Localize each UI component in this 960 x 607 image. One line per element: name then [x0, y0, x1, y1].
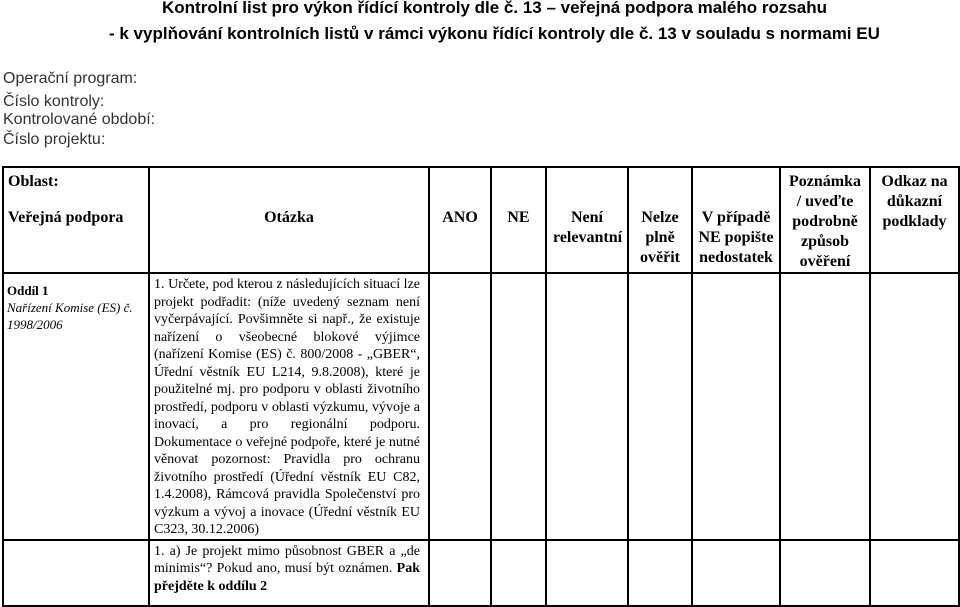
area-header-cell: [3, 167, 149, 273]
question-1-text: 1. Určete, pod kterou z následujících situací lze projekt podřadit: (níže uvedený seznam není vyčerpávající. Povšimněte si např., že existuje nařízení o všeobecné blokové výjimce (nařízení Komise (ES) č. 800/2008 - „GBER“, Úřední věstník EU L214, 9.8.2008), které je použitelné mj. pro podporu v oblasti životního prostředí, podporu v oblasti výzkumu, vývoje a inovací, a pro regionální podporu. Dokumentace o veřejné podpoře, které je nutné věnovat pozornost: Pravidla pro ochranu životního prostředí (Úřední věstník EU C82, 1.4.2008), Rámcová pravidla Společenství pro výzkum a vývoj a inovace (Úřední věstník EU C323, 30.12.2006): [149, 273, 429, 540]
not-relevant-cell[interactable]: [546, 273, 628, 540]
project-number-label: Číslo projektu:: [3, 131, 106, 148]
period-label: Kontrolované období:: [3, 111, 156, 128]
cannot-verify-cell[interactable]: [628, 540, 692, 606]
section-cell: [3, 273, 149, 540]
ano-header: ANO: [429, 167, 491, 273]
area-label: Veřejná podpora: [8, 209, 124, 226]
section-cell-empty: [3, 540, 149, 606]
cannot-verify-cell[interactable]: [628, 273, 692, 540]
if-no-cell[interactable]: [692, 273, 780, 540]
operational-program-label: Operační program:: [3, 70, 138, 87]
not-relevant-header: Není relevantní: [546, 167, 628, 273]
note-header: Poznámka / uveďte podrobně způsob ověření: [780, 167, 870, 273]
ano-cell[interactable]: [429, 540, 491, 606]
ne-cell[interactable]: [491, 540, 546, 606]
question-1a-instruction: Pak přejděte k oddílu 2: [154, 561, 420, 594]
note-cell[interactable]: [780, 540, 870, 606]
page-title-line-1: Kontrolní list pro výkon řídící kontroly dle č. 13 – veřejná podpora malého rozsahu: [162, 0, 828, 17]
ne-cell[interactable]: [491, 273, 546, 540]
if-no-header: V případě NE popište nedostatek: [692, 167, 780, 273]
cannot-verify-header: Nelze plně ověřit: [628, 167, 692, 273]
checklist-table: [2, 166, 960, 607]
question-header: Otázka: [149, 167, 429, 273]
question-1a-cell: [149, 540, 429, 606]
table-row: [3, 540, 959, 606]
page-title-line-2: - k vyplňování kontrolních listů v rámci výkonu řídící kontroly dle č. 13 v souladu s normami EU: [109, 24, 880, 43]
ne-header: NE: [491, 167, 546, 273]
oblast-label: Oblast:: [8, 173, 59, 190]
evidence-cell[interactable]: [870, 273, 959, 540]
question-1a-text: 1. a) Je projekt mimo působnost GBER a „de minimis“? Pokud ano, musí být oznámen.: [154, 543, 420, 576]
evidence-cell[interactable]: [870, 540, 959, 606]
if-no-cell[interactable]: [692, 540, 780, 606]
note-cell[interactable]: [780, 273, 870, 540]
ano-cell[interactable]: [429, 273, 491, 540]
table-row: [3, 273, 959, 540]
table-header-row: [3, 167, 959, 273]
control-number-label: Číslo kontroly:: [3, 93, 105, 110]
not-relevant-cell[interactable]: [546, 540, 628, 606]
evidence-header: Odkaz na důkazní podklady: [870, 167, 959, 273]
section-regulation: Nařízení Komise (ES) č. 1998/2006: [7, 300, 133, 332]
section-number: Oddíl 1: [7, 283, 49, 298]
